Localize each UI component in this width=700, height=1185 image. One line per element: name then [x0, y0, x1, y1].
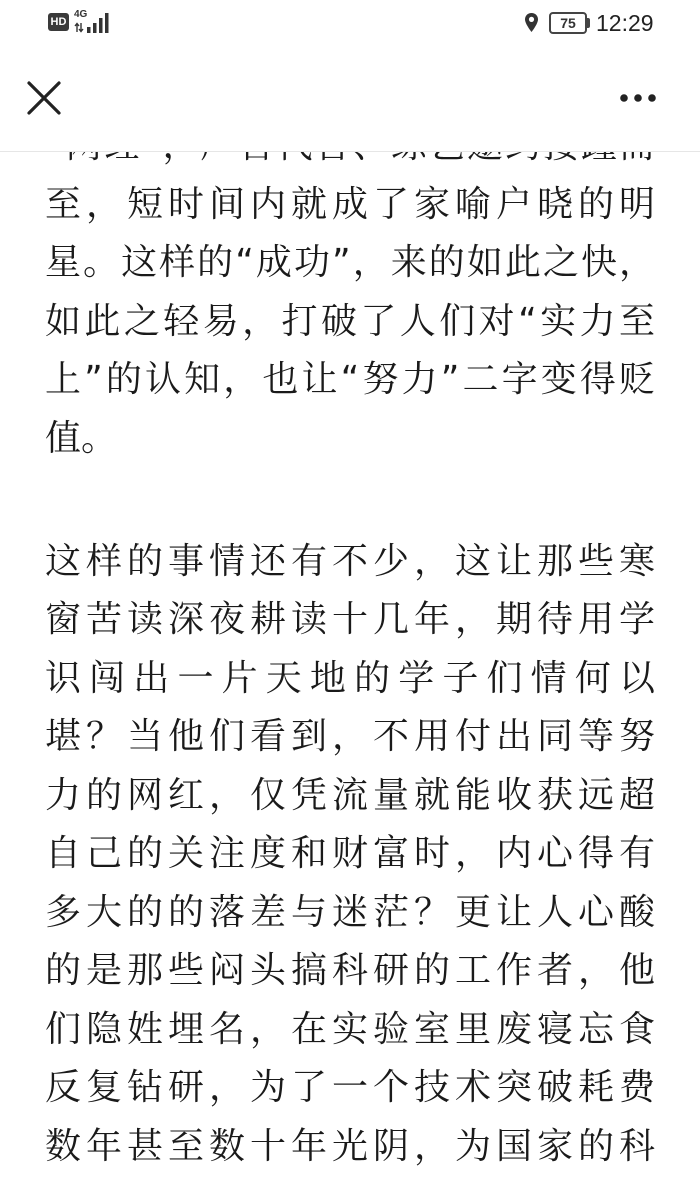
- article-paragraph: [45, 117, 657, 468]
- article-text-line: 力的网红，仅凭流量就能收获远超: [45, 774, 655, 816]
- status-time: 12:29: [596, 10, 654, 36]
- status-bar: [0, 0, 700, 48]
- battery-level: 75: [560, 15, 576, 31]
- signal-bars-icon: [86, 12, 110, 33]
- battery-icon: [549, 12, 587, 34]
- article-text-line: 反复钻研，为了一个技术突破耗费: [45, 1067, 655, 1108]
- article-paragraph: [45, 533, 657, 1177]
- article-text-line: 如此之轻易，打破了人们对“实力至: [45, 300, 655, 342]
- article-text-line: 们隐姓埋名，在实验室里废寝忘食: [45, 1008, 655, 1050]
- top-bar: [0, 0, 700, 151]
- article-header: [0, 48, 700, 151]
- article-text-line: 堪？当他们看到，不用付出同等努: [45, 716, 655, 757]
- article-text-line: 至，短时间内就成了家喻户晓的明: [45, 183, 655, 225]
- close-icon: [24, 78, 64, 118]
- article-body: [45, 117, 657, 1176]
- article-text-line: 窗苦读深夜耕读十几年，期待用学: [45, 599, 655, 640]
- article-text-line: 识闯出一片天地的学子们情何以: [45, 657, 655, 699]
- hd-badge: HD: [48, 13, 69, 31]
- article-text-line: 自己的关注度和财富时，内心得有: [45, 833, 655, 874]
- location-pin-icon: [524, 12, 539, 33]
- article-text-line: 这样的事情还有不少，这让那些寒: [45, 540, 655, 582]
- article-text-line: 上”的认知，也让“努力”二字变得贬: [45, 359, 655, 400]
- more-options-button[interactable]: [612, 86, 664, 110]
- article-text-line: 的是那些闷头搞科研的工作者，他: [45, 950, 655, 991]
- article-text-line: 值。: [45, 417, 118, 459]
- article-text-line: 多大的的落差与迷茫？更让人心酸: [45, 891, 655, 933]
- data-transfer-arrows-icon: [74, 22, 84, 33]
- more-horizontal-icon: [612, 86, 664, 110]
- network-type-label: 4G: [74, 9, 88, 20]
- article-text-line: 星。这样的“成功”，来的如此之快，: [45, 242, 655, 283]
- header-divider: [0, 151, 700, 152]
- article-text-line: 数年甚至数十年光阴，为国家的科: [45, 1125, 655, 1167]
- close-button[interactable]: [24, 78, 64, 118]
- battery-terminal: [587, 18, 590, 28]
